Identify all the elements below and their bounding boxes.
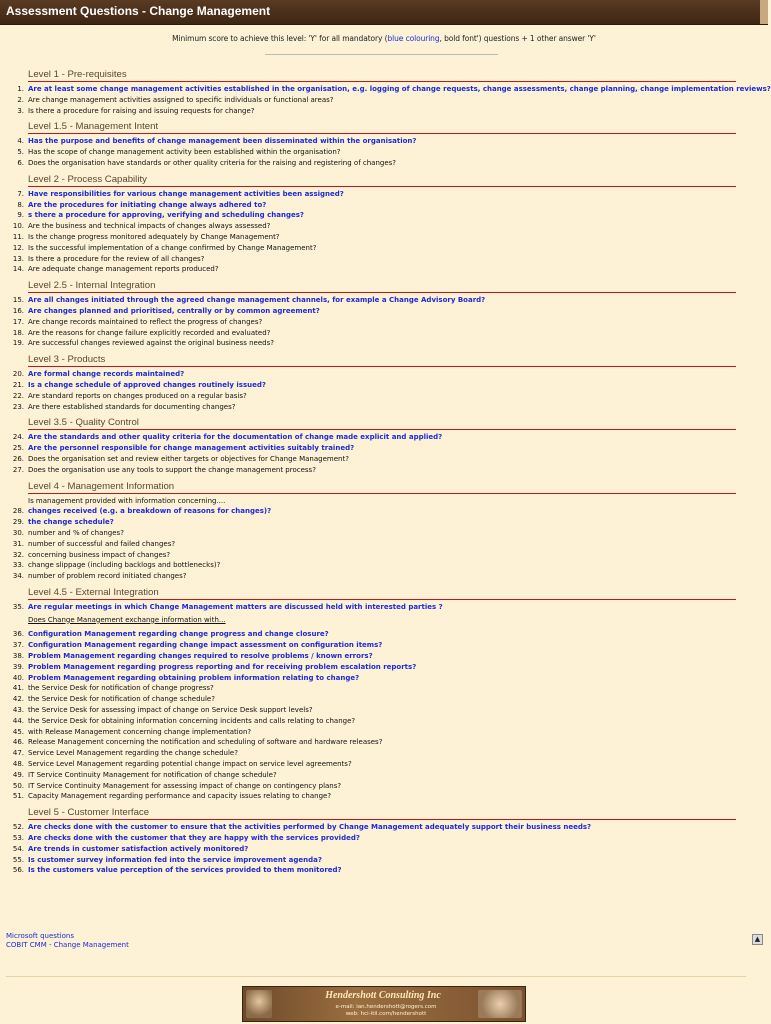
level-intro-secondary: Does Change Management exchange information with... — [28, 615, 226, 624]
question-item — [12, 380, 736, 391]
question-text: Is there a procedure for the review of all changes? — [28, 254, 205, 263]
question-list — [12, 602, 736, 613]
question-list — [12, 822, 736, 876]
level-section — [12, 582, 736, 802]
mandatory-question-text: Configuration Management regarding change progress and change closure? — [28, 630, 329, 639]
question-text: number and % of changes? — [28, 528, 124, 537]
question-text: Are standard reports on changes produced on a regular basis? — [28, 391, 247, 400]
question-number: 18. — [12, 328, 24, 337]
level-section — [12, 275, 736, 349]
question-item — [17, 189, 736, 200]
level-heading: Level 2 - Process Capability — [28, 169, 736, 187]
question-text: Does the organisation have standards or other quality criteria for the raising and registering of changes? — [28, 158, 397, 167]
question-list — [12, 432, 736, 475]
question-text: Is the successful implementation of a change confirmed by Change Management? — [28, 243, 317, 252]
question-item — [12, 571, 736, 582]
question-item — [12, 770, 736, 781]
question-number: 54. — [12, 844, 24, 853]
question-number: 25. — [12, 444, 24, 453]
question-item — [12, 550, 736, 561]
level-section — [17, 64, 771, 116]
mandatory-question-text: Are all changes initiated through the agreed change management channels, for example a Change Advisory Board? — [28, 296, 486, 305]
question-item — [12, 844, 736, 855]
question-item — [12, 264, 736, 275]
question-item — [12, 673, 736, 684]
question-item — [12, 317, 736, 328]
question-text: Is the change progress monitored adequately by Change Management? — [28, 232, 280, 241]
question-item — [17, 158, 736, 169]
question-item — [12, 432, 736, 443]
mandatory-question-text: Is customer survey information fed into the service improvement agenda? — [28, 855, 322, 864]
question-number: 46. — [12, 738, 24, 747]
cobit-cmm-link[interactable]: COBIT CMM - Change Management — [6, 941, 129, 949]
question-number: 23. — [12, 402, 24, 411]
question-item — [17, 210, 736, 221]
mandatory-question-text: Are regular meetings in which Change Management matters are discussed held with interested parties ? — [28, 602, 443, 611]
question-number: 55. — [12, 855, 24, 864]
question-number: 40. — [12, 673, 24, 682]
question-number: 5. — [17, 148, 24, 157]
question-number: 52. — [12, 823, 24, 832]
level-section — [12, 349, 736, 412]
mandatory-question-text: Are formal change records maintained? — [28, 370, 185, 379]
question-number: 41. — [12, 684, 24, 693]
question-number: 11. — [12, 232, 24, 241]
question-text: with Release Management concerning change implementation? — [28, 727, 252, 736]
question-item — [12, 506, 736, 517]
question-item — [12, 791, 736, 802]
question-number: 32. — [12, 550, 24, 559]
question-item — [12, 338, 736, 349]
question-number: 43. — [12, 706, 24, 715]
level-heading: Level 4.5 - External Integration — [28, 582, 736, 600]
question-number: 26. — [12, 454, 24, 463]
mandatory-question-text: Are the standards and other quality criteria for the documentation of change made explicit and applied? — [28, 433, 443, 442]
question-item — [12, 705, 736, 716]
level-heading: Level 3.5 - Quality Control — [28, 412, 736, 430]
question-item — [12, 833, 736, 844]
question-item — [12, 822, 736, 833]
question-number: 37. — [12, 641, 24, 650]
question-number: 28. — [12, 507, 24, 516]
mandatory-question-text: Problem Management regarding progress reporting and for receiving problem escalation reports? — [28, 662, 417, 671]
question-number: 53. — [12, 834, 24, 843]
mandatory-question-text: Are checks done with the customer to ensure that the activities performed by Change Management adequately support their business needs? — [28, 823, 592, 832]
question-text: IT Service Continuity Management for assessing impact of change on contingency plans? — [28, 781, 342, 790]
question-number: 9. — [17, 211, 24, 220]
question-item — [12, 391, 736, 402]
question-item — [12, 727, 736, 738]
portrait-left-image — [246, 990, 272, 1018]
question-number: 20. — [12, 370, 24, 379]
question-number: 22. — [12, 391, 24, 400]
question-number: 50. — [12, 781, 24, 790]
question-item — [12, 517, 736, 528]
question-number: 51. — [12, 792, 24, 801]
question-number: 31. — [12, 539, 24, 548]
mandatory-question-text: Configuration Management regarding change impact assessment on configuration items? — [28, 641, 383, 650]
question-item — [12, 243, 736, 254]
min-score-suffix: , bold font') questions + 1 other answer 'Y' — [439, 34, 596, 43]
question-number: 29. — [12, 518, 24, 527]
microsoft-questions-link[interactable]: Microsoft questions — [6, 932, 74, 940]
levels-container — [0, 64, 771, 876]
mandatory-question-text: Are the procedures for initiating change always adhered to? — [28, 200, 267, 209]
question-list — [17, 84, 771, 116]
question-number: 3. — [17, 106, 24, 115]
question-text: Are the business and technical impacts of changes always assessed? — [28, 222, 271, 231]
question-item — [12, 306, 736, 317]
question-item — [12, 602, 736, 613]
question-item — [12, 328, 736, 339]
question-text: Are there established standards for documenting changes? — [28, 402, 236, 411]
mandatory-question-text: Has the purpose and benefits of change management been disseminated within the organisation? — [28, 137, 417, 146]
mandatory-question-text: Is the customers value perception of the services provided to them monitored? — [28, 866, 342, 875]
level-section — [12, 412, 736, 475]
question-item — [17, 147, 736, 158]
question-item — [12, 716, 736, 727]
question-number: 13. — [12, 254, 24, 263]
question-text: Does the organisation set and review either targets or objectives for Change Management? — [28, 454, 349, 463]
question-number: 30. — [12, 528, 24, 537]
question-item — [12, 865, 736, 876]
level-heading: Level 1.5 - Management Intent — [28, 116, 736, 134]
question-number: 2. — [17, 95, 24, 104]
question-text: Capacity Management regarding performance and capacity issues relating to change? — [28, 792, 332, 801]
hendershott-banner[interactable] — [242, 986, 526, 1022]
question-number: 56. — [12, 866, 24, 875]
mandatory-question-text: Are trends in customer satisfaction actively monitored? — [28, 844, 249, 853]
question-item — [12, 629, 736, 640]
question-item — [17, 106, 736, 117]
level-intro: Is management provided with information concerning.... — [28, 496, 226, 505]
question-text: Are successful changes reviewed against the original business needs? — [28, 339, 274, 348]
question-number: 47. — [12, 749, 24, 758]
question-text: Are change management activities assigned to specific individuals or functional areas? — [28, 95, 334, 104]
question-text: Service Level Management regarding the change schedule? — [28, 749, 238, 758]
question-item — [12, 254, 736, 265]
up-arrow-icon[interactable]: ▲ — [752, 934, 763, 945]
portrait-right-image — [478, 990, 522, 1018]
question-number: 34. — [12, 572, 24, 581]
level-heading: Level 2.5 - Internal Integration — [28, 275, 736, 293]
mandatory-question-text: s there a procedure for approving, verifying and scheduling changes? — [28, 211, 304, 220]
banner-title: Hendershott Consulting Inc — [325, 990, 441, 1001]
question-list — [12, 189, 736, 275]
question-text: concerning business impact of changes? — [28, 550, 171, 559]
question-item — [12, 402, 736, 413]
title-bar — [0, 0, 768, 25]
question-list — [12, 506, 736, 582]
question-number: 24. — [12, 433, 24, 442]
question-number: 7. — [17, 189, 24, 198]
question-text: Is there a procedure for raising and issuing requests for change? — [28, 106, 255, 115]
question-text: number of successful and failed changes? — [28, 539, 176, 548]
title-bar-edge — [760, 0, 768, 24]
question-text: IT Service Continuity Management for notification of change schedule? — [28, 770, 277, 779]
question-text: the Service Desk for notification of change progress? — [28, 684, 214, 693]
question-item — [12, 221, 736, 232]
level-heading: Level 1 - Pre-requisites — [28, 64, 736, 82]
minimum-score-note — [0, 34, 768, 43]
question-item — [12, 528, 736, 539]
question-number: 39. — [12, 662, 24, 671]
question-text: the Service Desk for obtaining information concerning incidents and calls relating to change? — [28, 716, 356, 725]
question-item — [12, 759, 736, 770]
min-score-highlight: blue colouring — [387, 34, 440, 43]
question-text: Are the reasons for change failure explicitly recorded and evaluated? — [28, 328, 271, 337]
question-item — [12, 539, 736, 550]
question-number: 35. — [12, 602, 24, 611]
question-item — [17, 200, 736, 211]
question-text: Are adequate change management reports produced? — [28, 265, 219, 274]
level-heading: Level 4 - Management Information — [28, 476, 736, 494]
question-item — [12, 640, 736, 651]
mandatory-question-text: changes received (e.g. a breakdown of reasons for changes)? — [28, 507, 272, 516]
level-heading: Level 3 - Products — [28, 349, 736, 367]
question-list — [17, 136, 736, 168]
level-section — [17, 116, 736, 168]
question-item — [12, 651, 736, 662]
min-score-divider — [265, 54, 498, 55]
question-text: number of problem record initiated changes? — [28, 572, 187, 581]
question-number: 42. — [12, 695, 24, 704]
question-text: the Service Desk for assessing impact of change on Service Desk support levels? — [28, 706, 313, 715]
question-text: Does the organisation use any tools to support the change management process? — [28, 465, 316, 474]
question-number: 8. — [17, 200, 24, 209]
question-text: Are change records maintained to reflect the progress of changes? — [28, 317, 263, 326]
question-list — [12, 369, 736, 412]
footer-links — [6, 932, 129, 950]
question-list — [12, 629, 736, 802]
question-item — [12, 232, 736, 243]
level-heading: Level 5 - Customer Interface — [28, 802, 736, 820]
banner-web: web: hci-itil.com/hendershott — [345, 1011, 427, 1017]
question-number: 21. — [12, 380, 24, 389]
mandatory-question-text: Problem Management regarding changes required to resolve problems / known errors? — [28, 652, 373, 661]
mandatory-question-text: Problem Management regarding obtaining problem information relating to change? — [28, 673, 360, 682]
question-item — [17, 136, 736, 147]
question-number: 48. — [12, 760, 24, 769]
question-number: 12. — [12, 243, 24, 252]
question-item — [12, 694, 736, 705]
question-text: the Service Desk for notification of change schedule? — [28, 695, 215, 704]
question-item — [12, 662, 736, 673]
min-score-prefix: Minimum score to achieve this level: 'Y' for all mandatory ( — [172, 34, 388, 43]
question-number: 10. — [12, 222, 24, 231]
question-number: 45. — [12, 727, 24, 736]
question-item — [12, 465, 736, 476]
mandatory-question-text: Have responsibilities for various change management activities been assigned? — [28, 189, 344, 198]
mandatory-question-text: Is a change schedule of approved changes routinely issued? — [28, 380, 266, 389]
question-number: 6. — [17, 158, 24, 167]
question-item — [12, 560, 736, 571]
question-item — [12, 683, 736, 694]
level-section — [12, 802, 736, 876]
question-number: 38. — [12, 652, 24, 661]
page-title: Assessment Questions - Change Management — [6, 4, 271, 18]
question-item — [12, 781, 736, 792]
question-number: 27. — [12, 465, 24, 474]
question-item — [12, 855, 736, 866]
question-number: 14. — [12, 265, 24, 274]
level-section — [12, 476, 736, 582]
question-number: 17. — [12, 317, 24, 326]
question-number: 33. — [12, 561, 24, 570]
question-number: 49. — [12, 770, 24, 779]
mandatory-question-text: Are at least some change management activities established in the organisation, e.g. logging of change requests, change assessments, change planning, change implementation reviews? — [28, 85, 771, 93]
question-text: change slippage (including backlogs and bottlenecks)? — [28, 561, 221, 570]
question-number: 4. — [17, 137, 24, 146]
footer-divider — [6, 976, 746, 977]
mandatory-question-text: Are changes planned and prioritised, centrally or by common agreement? — [28, 306, 320, 315]
banner-email: e-mail: ian.hendershott@rogers.com — [335, 1004, 437, 1010]
question-item — [12, 443, 736, 454]
question-item — [12, 737, 736, 748]
question-item — [12, 748, 736, 759]
question-number: 1. — [17, 85, 24, 93]
question-item — [17, 84, 771, 95]
question-item — [17, 95, 736, 106]
question-item — [12, 369, 736, 380]
level-section — [12, 169, 736, 275]
question-number: 44. — [12, 716, 24, 725]
mandatory-question-text: Are the personnel responsible for change management activities suitably trained? — [28, 444, 355, 453]
question-number: 16. — [12, 306, 24, 315]
question-text: Service Level Management regarding potential change impact on service level agreements? — [28, 760, 352, 769]
question-text: Has the scope of change management activity been established within the organisation? — [28, 148, 341, 157]
question-number: 19. — [12, 339, 24, 348]
question-number: 36. — [12, 630, 24, 639]
question-list — [12, 295, 736, 349]
mandatory-question-text: the change schedule? — [28, 518, 114, 527]
mandatory-question-text: Are checks done with the customer that they are happy with the services provided? — [28, 834, 360, 843]
question-item — [12, 454, 736, 465]
question-item — [12, 295, 736, 306]
question-number: 15. — [12, 296, 24, 305]
question-text: Release Management concerning the notification and scheduling of software and hardware releases? — [28, 738, 383, 747]
